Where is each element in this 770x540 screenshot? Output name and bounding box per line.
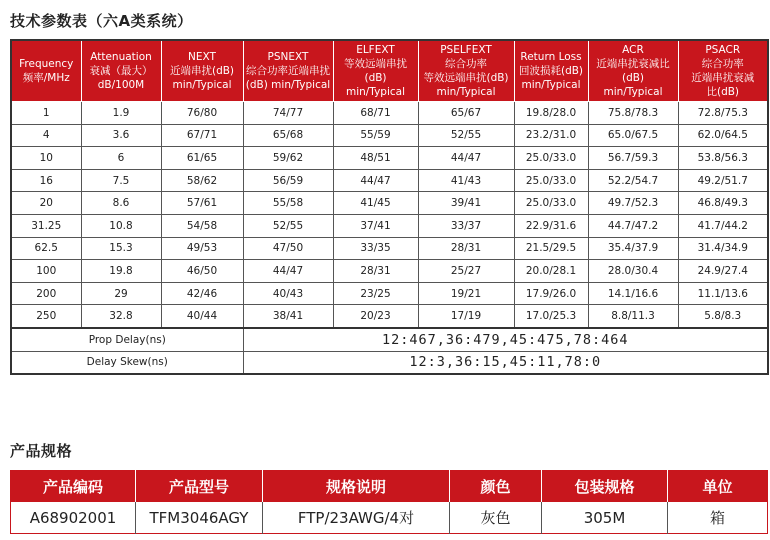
spec-header-line: min/Typical [172,79,232,91]
spec-header-line: PSACR [705,44,741,56]
spec-header-line: min/Typical [436,86,496,98]
spec-cell: 58/62 [161,169,243,192]
spec-cell: 61/65 [161,147,243,170]
spec-header-row [11,40,768,102]
spec-row [11,214,768,237]
spec-header-line: Frequency [19,58,74,70]
spec-cell: 62.5 [11,237,81,260]
spec-cell: 44/47 [333,169,418,192]
spec-cell: 32.8 [81,305,161,328]
spec-cell: 56/59 [243,169,333,192]
spec-cell: 19.8/28.0 [514,102,588,125]
product-header-cell: 包装规格 [542,471,668,503]
spec-row [11,169,768,192]
spec-cell: 39/41 [418,192,514,215]
spec-header-cell [81,40,161,102]
spec-cell: 33/37 [418,214,514,237]
product-cell: 箱 [709,509,725,527]
spec-cell: 100 [11,260,81,283]
spec-header-line: (dB) [621,72,645,84]
spec-cell: 52.2/54.7 [588,169,678,192]
product-data-row [11,502,768,534]
spec-cell: 31.25 [11,214,81,237]
spec-cell: 28/31 [418,237,514,260]
spec-cell: 57/61 [161,192,243,215]
spec-header-line: NEXT [188,51,216,63]
spec-cell: 59/62 [243,147,333,170]
spec-header-cell [514,40,588,102]
spec-cell: 41/45 [333,192,418,215]
spec-cell: 200 [11,282,81,305]
spec-cell: 23/25 [333,282,418,305]
spec-cell: 24.9/27.4 [678,260,768,283]
spec-header-line: PSNEXT [267,51,309,63]
spec-cell: 44/47 [418,147,514,170]
spec-header-line: dB/100M [97,79,145,91]
spec-header-cell [243,40,333,102]
spec-cell: 8.6 [81,192,161,215]
spec-cell: 31.4/34.9 [678,237,768,260]
spec-header-line: min/Typical [521,79,581,91]
spec-cell: 49.7/52.3 [588,192,678,215]
spec-cell: 41.7/44.2 [678,214,768,237]
spec-cell: 44/47 [243,260,333,283]
spec-cell: 53.8/56.3 [678,147,768,170]
spec-cell: 1 [11,102,81,125]
spec-cell: 19/21 [418,282,514,305]
spec-body [11,102,768,375]
spec-header-line: 综合功率近端串扰 [246,65,330,77]
spec-cell: 52/55 [243,214,333,237]
spec-cell: 25.0/33.0 [514,192,588,215]
product-header-cell: 单位 [668,471,768,503]
delay-skew-value: 12:3,36:15,45:11,78:0 [243,351,768,374]
spec-header-line: 近端串扰衰减 [691,72,755,84]
product-cell: 灰色 [450,502,542,534]
spec-cell: 46/50 [161,260,243,283]
spec-row [11,237,768,260]
spec-row [11,305,768,328]
spec-header-line: Return Loss [520,51,582,63]
spec-cell: 65.0/67.5 [588,124,678,147]
spec-header-line: min/Typical [603,86,663,98]
spec-header-line: 综合功率 [445,58,487,70]
spec-cell: 23.2/31.0 [514,124,588,147]
spec-cell: 47/50 [243,237,333,260]
spec-cell: 15.3 [81,237,161,260]
spec-header-line: 比(dB) [706,86,740,98]
spec-cell: 17/19 [418,305,514,328]
spec-row [11,102,768,125]
spec-header-line: ELFEXT [356,44,395,56]
spec-cell: 14.1/16.6 [588,282,678,305]
product-cell: A68902001 [11,502,136,534]
spec-cell: 74/77 [243,102,333,125]
spec-cell: 72.8/75.3 [678,102,768,125]
prop-delay-value: 12:467,36:479,45:475,78:464 [243,328,768,351]
spec-header-line: 综合功率 [701,58,744,70]
spec-cell: 46.8/49.3 [678,192,768,215]
spec-cell: 75.8/78.3 [588,102,678,125]
spec-header-line: 衰减（最大） [89,65,153,77]
spec-row [11,192,768,215]
spec-cell: 40/43 [243,282,333,305]
product-header-cell: 产品编码 [11,471,136,503]
prop-delay-row [11,328,768,351]
spec-cell: 17.0/25.3 [514,305,588,328]
spec-cell: 35.4/37.9 [588,237,678,260]
spec-cell: 65/68 [243,124,333,147]
spec-header-line: Attenuation [90,51,152,63]
spec-cell: 250 [11,305,81,328]
spec-cell: 17.9/26.0 [514,282,588,305]
spec-cell: 41/43 [418,169,514,192]
prop-delay-label: Prop Delay(ns) [11,328,243,351]
spec-header-line: 等效远端串扰(dB) [423,72,509,84]
product-cell: 305M [542,502,668,534]
spec-header-cell [418,40,514,102]
spec-cell: 49.2/51.7 [678,169,768,192]
spec-cell: 25.0/33.0 [514,147,588,170]
spec-cell: 67/71 [161,124,243,147]
spec-row [11,124,768,147]
spec-header-line: 近端串扰衰减比 [596,58,670,70]
product-cell: FTP/23AWG/4对 [263,502,450,534]
spec-cell: 76/80 [161,102,243,125]
spec-cell: 6 [81,147,161,170]
spec-cell: 20/23 [333,305,418,328]
spec-row [11,282,768,305]
spec-cell: 33/35 [333,237,418,260]
spec-cell: 4 [11,124,81,147]
spec-cell: 22.9/31.6 [514,214,588,237]
spec-header-line: PSELFEXT [440,44,492,56]
product-cell: TFM3046AGY [136,502,263,534]
spec-cell: 7.5 [81,169,161,192]
spec-cell: 55/58 [243,192,333,215]
spec-cell: 54/58 [161,214,243,237]
spec-header-line: 近端串扰(dB) [169,65,235,77]
spec-header-line: 频率/MHz [22,72,70,84]
spec-header-line: ACR [622,44,644,56]
spec-cell: 3.6 [81,124,161,147]
spec-header-cell [678,40,768,102]
spec-cell: 48/51 [333,147,418,170]
spec-cell: 28.0/30.4 [588,260,678,283]
spec-cell: 20.0/28.1 [514,260,588,283]
spec-cell: 25.0/33.0 [514,169,588,192]
product-header-cell: 产品型号 [136,471,263,503]
spec-cell: 19.8 [81,260,161,283]
spec-header-line: (dB) min/Typical [245,79,331,91]
spec-cell: 44.7/47.2 [588,214,678,237]
spec-cell: 52/55 [418,124,514,147]
product-header-cell: 规格说明 [263,471,450,503]
product-header-row [11,471,768,503]
spec-cell: 38/41 [243,305,333,328]
product-header-cell: 颜色 [450,471,542,503]
spec-section-title: 技术参数表（六A类系统） [10,12,193,30]
spec-cell: 42/46 [161,282,243,305]
spec-cell: 1.9 [81,102,161,125]
spec-cell: 55/59 [333,124,418,147]
spec-row [11,147,768,170]
spec-row [11,260,768,283]
spec-header-cell [333,40,418,102]
spec-cell: 16 [11,169,81,192]
spec-header-line: (dB) min/Typical [345,72,406,98]
spec-cell: 56.7/59.3 [588,147,678,170]
delay-skew-row [11,351,768,374]
delay-skew-label: Delay Skew(ns) [11,351,243,374]
spec-cell: 25/27 [418,260,514,283]
spec-cell: 37/41 [333,214,418,237]
spec-header-line: 等效远端串扰 [344,58,407,70]
spec-header-line: 回波损耗(dB) [518,65,584,77]
spec-cell: 10.8 [81,214,161,237]
spec-cell: 28/31 [333,260,418,283]
technical-parameter-table [10,39,769,375]
spec-cell: 62.0/64.5 [678,124,768,147]
spec-cell: 20 [11,192,81,215]
spec-cell: 11.1/13.6 [678,282,768,305]
spec-header-cell [161,40,243,102]
spec-cell: 8.8/11.3 [588,305,678,328]
spec-header-cell [11,40,81,102]
spec-cell: 65/67 [418,102,514,125]
product-spec-table [10,470,768,534]
spec-cell: 49/53 [161,237,243,260]
spec-cell: 68/71 [333,102,418,125]
spec-cell: 10 [11,147,81,170]
spec-cell: 29 [81,282,161,305]
spec-header-cell [588,40,678,102]
spec-cell: 5.8/8.3 [678,305,768,328]
spec-cell: 21.5/29.5 [514,237,588,260]
spec-cell: 40/44 [161,305,243,328]
product-section-title: 产品规格 [10,442,73,460]
